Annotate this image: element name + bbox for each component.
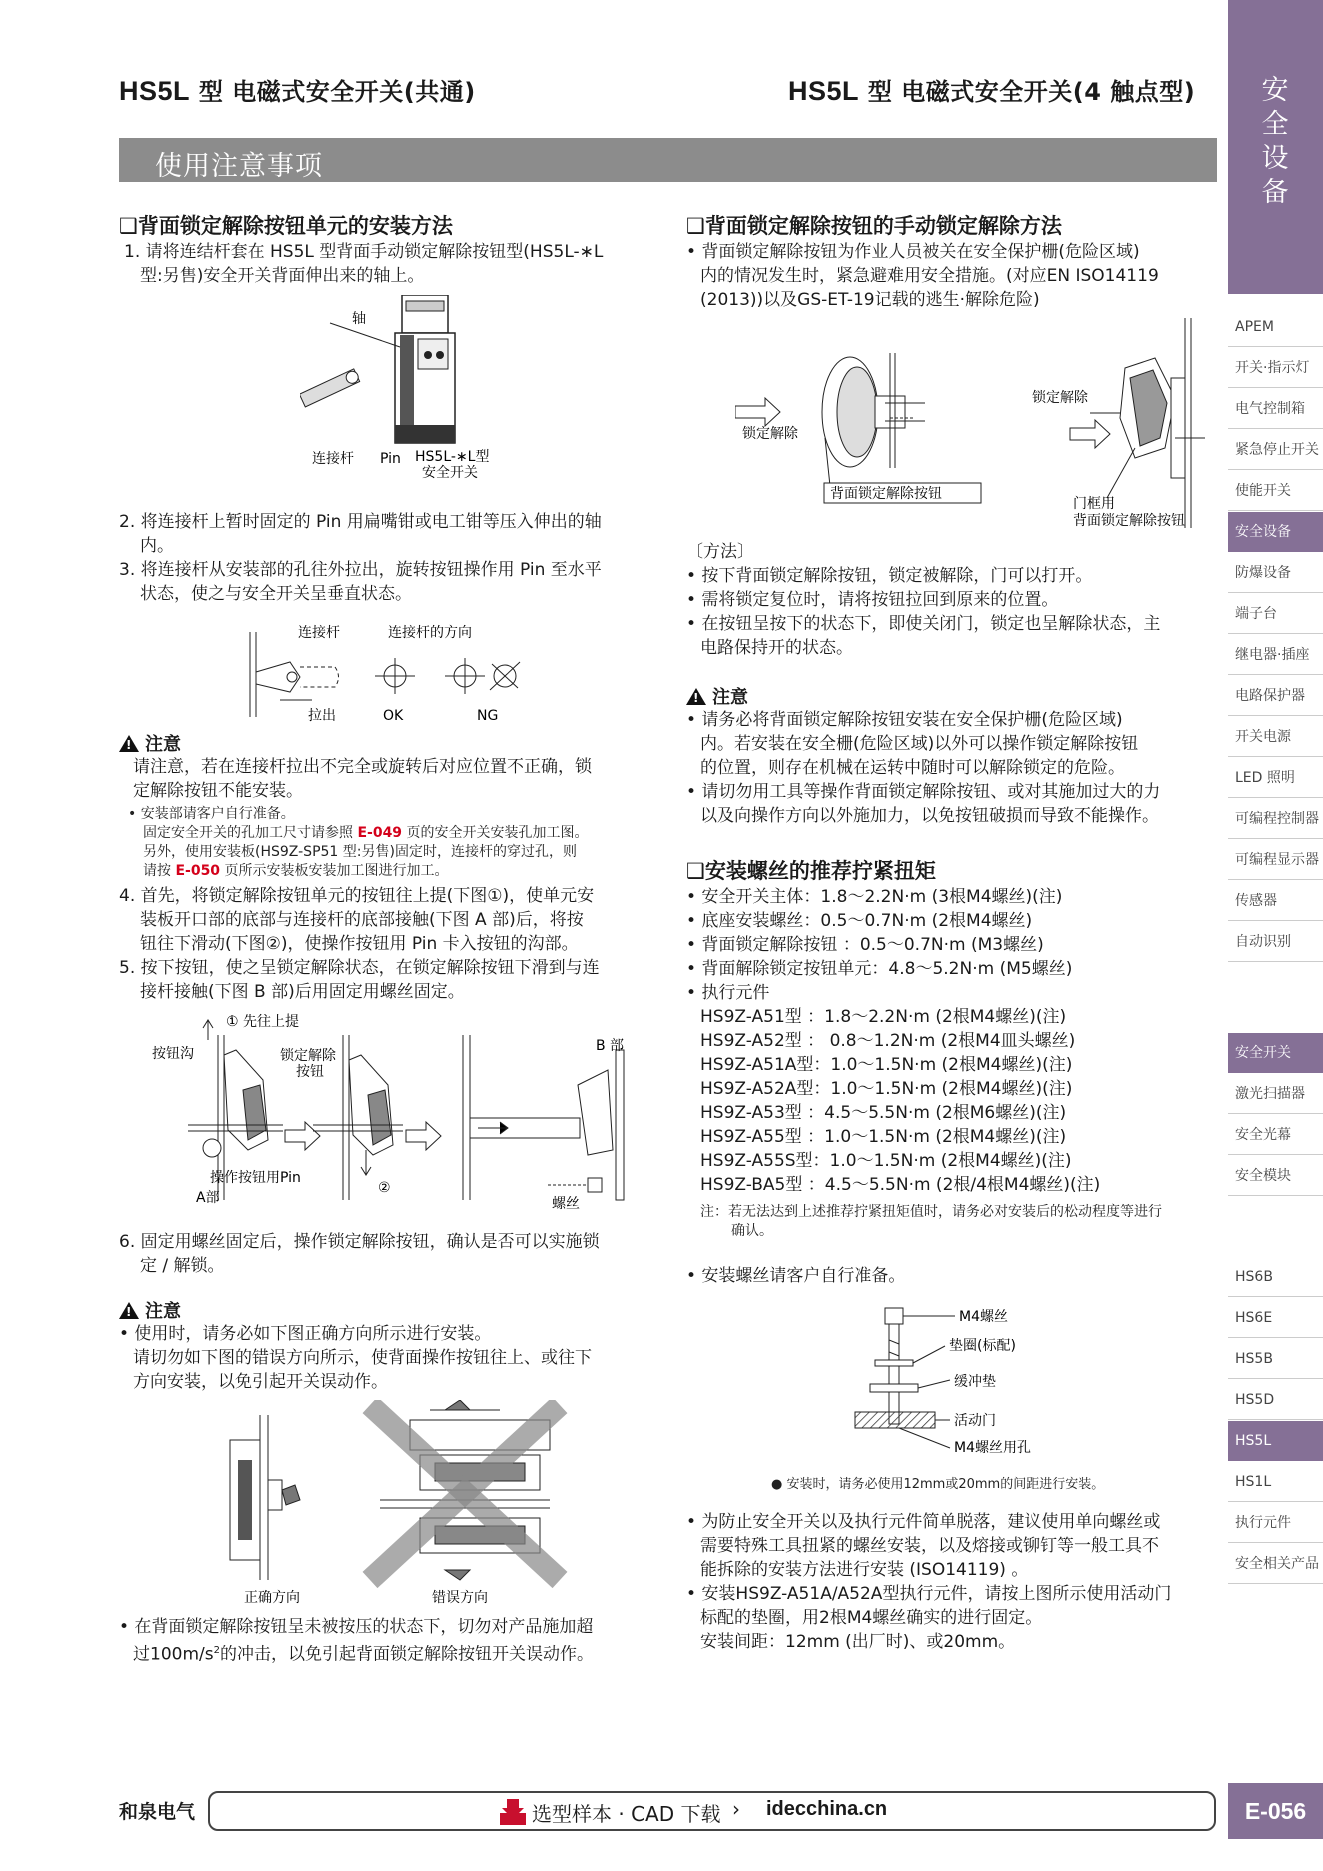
label-fig2-ng: NG <box>477 708 499 724</box>
label-cushion: 缓冲垫 <box>954 1374 996 1390</box>
download-icon <box>500 1799 526 1825</box>
step-2: 2. 将连接杆上暂时固定的 Pin 用扁嘴钳或电工钳等压入伸出的轴 <box>119 512 602 532</box>
prevent-a: • 为防止安全开关以及执行元件简单脱落，建议使用单向螺丝或 <box>686 1512 1161 1532</box>
sidebar-item[interactable]: 激光扫描器 <box>1228 1074 1323 1114</box>
sidebar-item[interactable]: 安全开关 <box>1228 1033 1323 1073</box>
actuator-row: HS9Z-A51A型：1.0～1.5N·m (2根M4螺丝)(注) <box>700 1055 1073 1075</box>
actuator-row: HS9Z-BA5型 ：4.5～5.5N·m (2根/4根M4螺丝)(注) <box>700 1175 1101 1195</box>
website-link[interactable]: idecchina.cn <box>766 1798 888 1820</box>
sidebar-item[interactable]: 安全光幕 <box>1228 1115 1323 1155</box>
caution-r-1c: 的位置，则存在机械在运转中随时可以解除锁定的危险。 <box>700 758 1125 778</box>
label-fig3-unlock2: 按钮 <box>296 1064 324 1080</box>
step-3: 3. 将连接杆从安装部的孔往外拉出，旋转按钮操作用 Pin 至水平 <box>119 560 602 580</box>
brand-logo: 和泉电气 <box>119 1801 196 1823</box>
right-heading-unlock: ❑背面锁定解除按钮的手动锁定解除方法 <box>686 214 1062 238</box>
shock-warning-a: • 在背面锁定解除按钮呈未被按压的状态下，切勿对产品施加超 <box>119 1617 594 1637</box>
sidebar-item[interactable]: 开关·指示灯 <box>1228 348 1323 388</box>
intro-b: 内的情况发生时，紧急避难用安全措施。(对应EN ISO14119 <box>700 266 1159 286</box>
label-m4: M4螺丝 <box>959 1309 1008 1325</box>
caution-1: !注意 <box>119 730 181 756</box>
caution-r-2a: • 请切勿用工具等操作背面锁定解除按钮、或对其施加过大的力 <box>686 782 1161 802</box>
left-heading-install: ❑背面锁定解除按钮单元的安装方法 <box>119 214 453 238</box>
warning-icon <box>686 688 706 705</box>
label-fig3-screw: 螺丝 <box>552 1196 580 1210</box>
method-3a: • 在按钮呈按下的状态下，即使关闭门，锁定也呈解除状态，主 <box>686 614 1161 634</box>
label-wrong: 错误方向 <box>432 1590 488 1606</box>
label-fig2-dir: 连接杆的方向 <box>388 625 472 641</box>
caution-2-text-a: • 使用时，请务必如下图正确方向所示进行安装。 <box>119 1324 492 1344</box>
method-1: • 按下背面锁定解除按钮，锁定被解除，门可以打开。 <box>686 566 1093 586</box>
note-1: • 安装部请客户自行准备。 <box>128 806 295 822</box>
label-fig3-pinop: 操作按钮用Pin <box>210 1170 301 1186</box>
sidebar-item[interactable]: APEM <box>1228 307 1323 347</box>
sidebar-item[interactable]: HS6E <box>1228 1298 1323 1338</box>
sidebar-item[interactable]: 电气控制箱 <box>1228 389 1323 429</box>
figure-rod-direction <box>240 622 540 727</box>
sidebar-item[interactable]: 电路保护器 <box>1228 676 1323 716</box>
caution-2-text-b: 请切勿如下图的错误方向所示，使背面操作按钮往上、或往下 <box>133 1348 592 1368</box>
caution-r-1a: • 请务必将背面锁定解除按钮安装在安全保护栅(危险区域) <box>686 710 1123 730</box>
step-6b: 定 / 解锁。 <box>140 1256 225 1276</box>
section-bar <box>119 138 1217 182</box>
intro-a: • 背面锁定解除按钮为作业人员被关在安全保护栅(危险区域) <box>686 242 1140 262</box>
warning-icon <box>119 735 139 752</box>
caution-2: !注意 <box>119 1297 181 1323</box>
install-c: 安装间距：12mm (出厂时)、或20mm。 <box>700 1632 1016 1652</box>
label-r-frame2: 背面锁定解除按钮 <box>1073 513 1185 529</box>
label-m4nut: M4螺丝用孔 <box>954 1440 1031 1456</box>
label-pin: Pin <box>380 451 401 467</box>
label-fig2-pull: 拉出 <box>308 708 336 724</box>
label-fig3-unlock: 锁定解除 <box>280 1048 336 1064</box>
label-r-button: 背面锁定解除按钮 <box>830 486 942 502</box>
label-r-frame1: 门框用 <box>1073 496 1115 512</box>
caution-1-text-b: 定解除按钮不能安装。 <box>133 781 303 801</box>
label-fig3-groove: 按钮沟 <box>152 1046 194 1062</box>
sidebar-item[interactable]: HS6B <box>1228 1257 1323 1297</box>
download-bar[interactable] <box>208 1791 1216 1831</box>
actuator-row: HS9Z-A55S型：1.0～1.5N·m (2根M4螺丝)(注) <box>700 1151 1072 1171</box>
screws-self: • 安装螺丝请客户自行准备。 <box>686 1266 906 1286</box>
note-2: 固定安全开关的孔加工尺寸请参照 E-049 页的安全开关安装孔加工图。 <box>143 825 589 841</box>
caution-r-1b: 内。若安装在安全栅(危险区域)以外可以操作锁定解除按钮 <box>700 734 1139 754</box>
step-4b: 装板开口部的底部与连接杆的底部接触(下图 A 部)后，将按 <box>140 910 584 930</box>
torque-note-b: 确认。 <box>731 1223 773 1239</box>
label-washer: 垫圈(标配) <box>949 1338 1016 1354</box>
sidebar-item[interactable]: 防爆设备 <box>1228 553 1323 593</box>
actuator-row: HS9Z-A53型 ：4.5～5.5N·m (2根M6螺丝)(注) <box>700 1103 1067 1123</box>
note-4: 请按 E-050 页所示安装板安装加工图进行加工。 <box>143 863 449 879</box>
sidebar-item[interactable]: 可编程控制器 <box>1228 799 1323 839</box>
actuator-row: HS9Z-A51型 ：1.8～2.2N·m (2根M4螺丝)(注) <box>700 1007 1067 1027</box>
method-2: • 需将锁定复位时，请将按钮拉回到原来的位置。 <box>686 590 1059 610</box>
label-fig2-ok: OK <box>383 708 404 724</box>
install-a: • 安装HS9Z-A51A/A52A型执行元件，请按上图所示使用活动门 <box>686 1584 1172 1604</box>
torque-1: • 安全开关主体：1.8～2.2N·m (3根M4螺丝)(注) <box>686 887 1063 907</box>
step-3b: 状态，使之与安全开关呈垂直状态。 <box>140 584 412 604</box>
caution-r-2b: 以及向操作方向以外施加力，以免按钮破损而导致不能操作。 <box>700 806 1159 826</box>
step-5a: 5. 按下按钮，使之呈锁定解除状态，在锁定解除按钮下滑到与连 <box>119 958 600 978</box>
figure-screw-stack <box>845 1300 1075 1465</box>
sidebar-item[interactable]: 紧急停止开关 <box>1228 430 1323 470</box>
step-4c: 钮往下滑动(下图②)，使操作按钮用 Pin 卡入按钮的沟部。 <box>140 934 579 954</box>
label-fig3-a: A部 <box>196 1190 220 1206</box>
label-model2: 安全开关 <box>422 465 478 480</box>
step-1b: 型:另售)安全开关背面伸出来的轴上。 <box>140 266 425 286</box>
torque-3: • 背面锁定解除按钮 ：0.5～0.7N·m (M3螺丝) <box>686 935 1044 955</box>
section-title: 使用注意事项 <box>155 151 323 182</box>
ref-e050-link[interactable]: E-050 <box>175 863 221 879</box>
shock-warning-b: 过$100m/s^2$的冲击，以免引起背面锁定解除按钮开关误动作。 <box>133 1644 594 1665</box>
sidebar-item[interactable]: 传感器 <box>1228 881 1323 921</box>
actuator-row: HS9Z-A52型 ： 0.8～1.2N·m (2根M4皿头螺丝) <box>700 1031 1076 1051</box>
sidebar-item[interactable]: HS5L <box>1228 1421 1323 1461</box>
actuator-row: HS9Z-A55型 ：1.0～1.5N·m (2根M4螺丝)(注) <box>700 1127 1067 1147</box>
label-shaft: 轴 <box>352 311 366 327</box>
sidebar-item[interactable]: 可编程显示器 <box>1228 840 1323 880</box>
sidebar-item[interactable]: HS5B <box>1228 1339 1323 1379</box>
label-r-unlock: 锁定解除 <box>742 426 798 442</box>
spacing-note: ● 安装时，请务必使用12mm或20mm的间距进行安装。 <box>771 1477 1105 1492</box>
method-3b: 电路保持开的状态。 <box>700 638 853 658</box>
sidebar-item[interactable]: LED 照明 <box>1228 758 1323 798</box>
step-2b: 内。 <box>140 536 174 556</box>
label-r-unlock2: 锁定解除 <box>1032 390 1088 406</box>
figure-shaft-rod <box>300 295 510 480</box>
download-label[interactable]: 选型样本 · CAD 下载 <box>532 1802 721 1826</box>
label-rod: 连接杆 <box>312 451 354 467</box>
torque-note-a: 注：若无法达到上述推荐拧紧扭矩值时，请务必对安装后的松动程度等进行 <box>700 1204 1162 1220</box>
caution-1-text-a: 请注意，若在连接杆拉出不完全或旋转后对应位置不正确，锁 <box>133 757 592 777</box>
step-4a: 4. 首先，将锁定解除按钮单元的按钮往上提(下图①)，使单元安 <box>119 886 595 906</box>
step-1: 1. 请将连结杆套在 HS5L 型背面手动锁定解除按钮型(HS5L-∗L <box>124 242 604 262</box>
sidebar-item[interactable]: 使能开关 <box>1228 471 1323 511</box>
left-header-title: HS5L 型 电磁式安全开关(共通) <box>119 76 476 106</box>
warning-icon <box>119 1302 139 1319</box>
label-fig3-up: ① 先往上提 <box>226 1014 300 1030</box>
method-title: 〔方法〕 <box>686 542 754 562</box>
sidebar-item[interactable]: 端子台 <box>1228 594 1323 634</box>
sidebar-item[interactable]: 安全设备 <box>1228 512 1323 552</box>
sidebar-item[interactable]: 安全模块 <box>1228 1156 1323 1196</box>
label-door: 活动门 <box>954 1413 996 1429</box>
step-6a: 6. 固定用螺丝固定后，操作锁定解除按钮，确认是否可以实施锁 <box>119 1232 600 1252</box>
right-heading-torque: ❑安装螺丝的推荐拧紧扭矩 <box>686 859 936 883</box>
sidebar-item[interactable]: HS5D <box>1228 1380 1323 1420</box>
label-fig3-two: ② <box>378 1180 391 1196</box>
note-3: 另外，使用安装板(HS9Z-SP51 型:另售)固定时，连接杆的穿过孔，则 <box>143 844 577 860</box>
torque-4: • 背面解除锁定按钮单元：4.8～5.2N·m (M5螺丝) <box>686 959 1073 979</box>
torque-5: • 执行元件 <box>686 983 770 1003</box>
figure-install-steps <box>148 1010 628 1210</box>
sidebar-item[interactable]: 开关电源 <box>1228 717 1323 757</box>
prevent-b: 需要特殊工具扭紧的螺丝安装，以及熔接或铆钉等一般工具不 <box>700 1536 1159 1556</box>
caution-right: !注意 <box>686 683 748 709</box>
sidebar-item[interactable]: HS1L <box>1228 1462 1323 1502</box>
label-fig2-rod: 连接杆 <box>298 625 340 641</box>
sidebar-category <box>1228 0 1323 294</box>
install-b: 标配的垫圈，用2根M4螺丝确实的进行固定。 <box>700 1608 1043 1628</box>
step-5b: 接杆接触(下图 B 部)后用固定用螺丝固定。 <box>140 982 465 1002</box>
sidebar-item[interactable]: 自动识别 <box>1228 922 1323 962</box>
figure-orientation <box>200 1400 580 1610</box>
intro-c: (2013))以及GS-ET-19记载的逃生·解除危险) <box>700 290 1040 310</box>
page-number: E-056 <box>1228 1783 1323 1839</box>
figure-unlock-method <box>735 318 1205 533</box>
sidebar-item[interactable]: 执行元件 <box>1228 1503 1323 1543</box>
label-model: HS5L-∗L型 <box>415 449 490 465</box>
sidebar-item[interactable]: 安全相关产品 <box>1228 1544 1323 1584</box>
sidebar-category-label: 安全设备 <box>1261 75 1289 208</box>
label-fig3-b: B 部 <box>596 1038 625 1054</box>
actuator-row: HS9Z-A52A型：1.0～1.5N·m (2根M4螺丝)(注) <box>700 1079 1073 1099</box>
prevent-c: 能拆除的安装方法进行安装 (ISO14119) 。 <box>700 1560 1029 1580</box>
chevron-right-icon: › <box>732 1797 740 1821</box>
torque-2: • 底座安装螺丝：0.5～0.7N·m (2根M4螺丝) <box>686 911 1033 931</box>
right-header-title: HS5L 型 电磁式安全开关(4 触点型) <box>788 76 1196 106</box>
caution-2-text-c: 方向安装，以免引起开关误动作。 <box>133 1372 388 1392</box>
ref-e049-link[interactable]: E-049 <box>357 825 403 841</box>
sidebar-item[interactable]: 继电器·插座 <box>1228 635 1323 675</box>
label-correct: 正确方向 <box>244 1590 300 1606</box>
